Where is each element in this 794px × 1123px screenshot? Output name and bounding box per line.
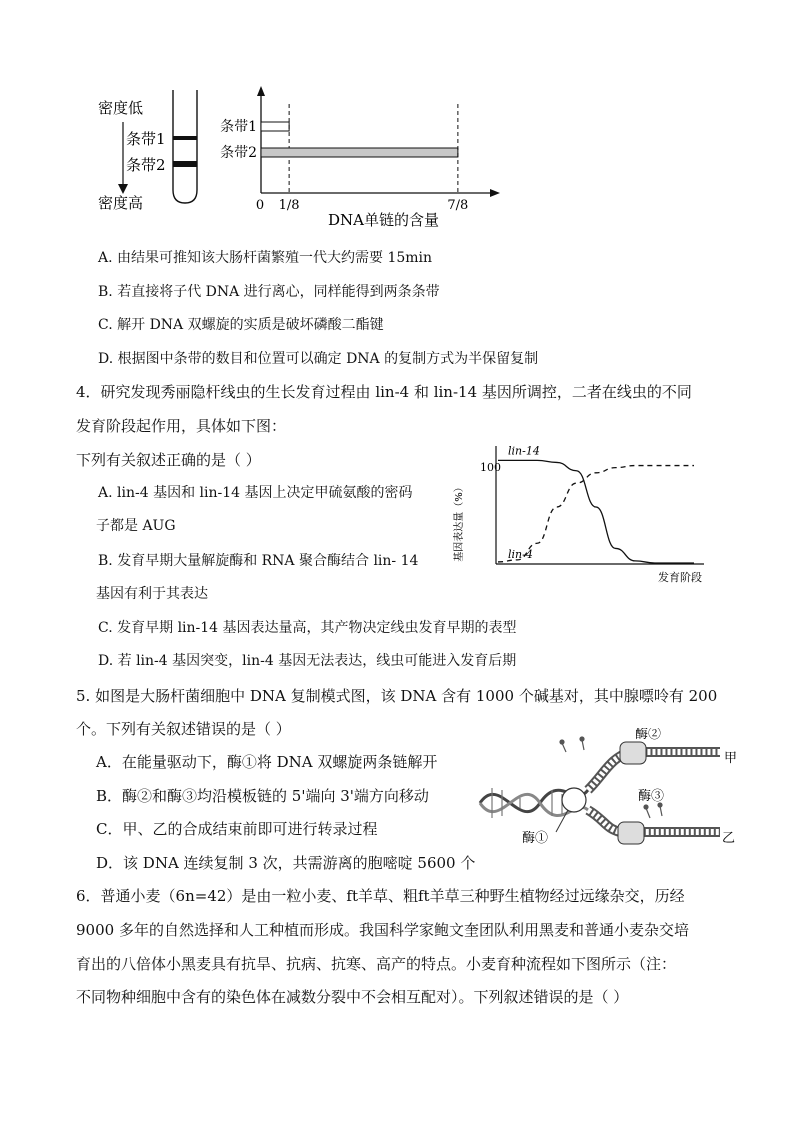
strand-jia-label: 甲 bbox=[724, 751, 738, 766]
band-bar-1 bbox=[261, 122, 289, 131]
q5-option-d: D．该 DNA 连续复制 3 次，共需游离的胞嘧啶 5600 个 bbox=[96, 854, 476, 872]
figure-dna-replication bbox=[470, 728, 740, 868]
band-chart bbox=[220, 86, 500, 229]
q3-option-b: B. 若直接将子代 DNA 进行离心，同样能得到两条条带 bbox=[98, 284, 440, 300]
q4-stem-1: 4．研究发现秀丽隐杆线虫的生长发育过程由 lin-4 和 lin-14 基因所调控，二者在线虫的不同 bbox=[76, 383, 692, 401]
gene-chart-ylabel: 基因表达量（%） bbox=[454, 482, 465, 562]
figure-dna-bands bbox=[70, 82, 590, 232]
q4-option-a-2: 子都是 AUG bbox=[96, 518, 176, 534]
tube-band2-label: 条带2 bbox=[126, 156, 166, 174]
q5-option-c: C．甲、乙的合成结束前即可进行转录过程 bbox=[96, 820, 378, 838]
q5-option-a: A．在能量驱动下，酶①将 DNA 双螺旋两条链解开 bbox=[96, 753, 438, 771]
q5-stem-2: 个。下列有关叙述错误的是（ ） bbox=[76, 720, 291, 738]
band-chart-category-1: 条带1 bbox=[220, 119, 257, 135]
band-chart-category-2: 条带2 bbox=[220, 145, 257, 161]
tube-band-2 bbox=[173, 161, 197, 167]
q4-option-b-2: 基因有利于其表达 bbox=[96, 586, 208, 602]
q6-line-3: 育出的八倍体小黑麦具有抗旱、抗病、抗寒、高产的特点。小麦育种流程如下图所示（注： bbox=[76, 955, 677, 973]
q3-option-c: C. 解开 DNA 双螺旋的实质是破坏磷酸二酯键 bbox=[98, 317, 384, 333]
tube-bottom-label: 密度高 bbox=[98, 194, 144, 212]
q6-line-4: 不同物种细胞中含有的染色体在减数分裂中不会相互配对）。下列叙述错误的是（ ） bbox=[76, 988, 629, 1006]
gene-series-label-lin-14: lin-14 bbox=[508, 444, 540, 458]
q3-option-a: A. 由结果可推知该大肠杆菌繁殖一代大约需要 15min bbox=[98, 250, 433, 266]
enzyme-1-label: 酶① bbox=[522, 831, 549, 846]
tube-top-label: 密度低 bbox=[98, 99, 144, 117]
q4-stem-2: 发育阶段起作用，具体如下图： bbox=[76, 417, 287, 435]
gene-chart-ytick: 100 bbox=[480, 461, 501, 474]
enzyme-3-label: 酶③ bbox=[638, 789, 665, 804]
q5-option-b: B．酶②和酶③均沿模板链的 5'端向 3'端方向移动 bbox=[96, 787, 429, 805]
q4-option-b-1: B. 发育早期大量解旋酶和 RNA 聚合酶结合 lin- 14 bbox=[98, 553, 419, 569]
q5-stem-1: 5. 如图是大肠杆菌细胞中 DNA 复制模式图，该 DNA 含有 1000 个碱基对，其中腺嘌呤有 200 bbox=[76, 687, 718, 705]
band-chart-tick-0: 0 bbox=[255, 198, 265, 213]
band-chart-xlabel: DNA单链的含量 bbox=[328, 211, 439, 229]
centrifuge-tube bbox=[173, 90, 197, 203]
gene-series-label-lin-4: lin-4 bbox=[508, 547, 533, 561]
enzyme-2-shape bbox=[620, 742, 646, 764]
enzyme-1-shape bbox=[562, 788, 586, 812]
enzyme-2-label: 酶② bbox=[635, 728, 662, 742]
band-chart-tick-1: 1/8 bbox=[278, 198, 300, 213]
strand-yi-label: 乙 bbox=[722, 831, 736, 846]
q4-option-c: C. 发育早期 lin-14 基因表达量高，其产物决定线虫发育早期的表型 bbox=[98, 620, 517, 636]
q6-line-1: 6．普通小麦（6n=42）是由一粒小麦、ft羊草、粗ft羊草三种野生植物经过远缘杂交，历经 bbox=[76, 887, 685, 905]
q3-option-d: D. 根据图中条带的数目和位置可以确定 DNA 的复制方式为半保留复制 bbox=[98, 351, 539, 367]
tube-band1-label: 条带1 bbox=[126, 130, 166, 148]
q4-option-a-1: A. lin-4 基因和 lin-14 基因上决定甲硫氨酸的密码 bbox=[98, 485, 413, 501]
tube-band-1 bbox=[173, 136, 197, 140]
enzyme-3-shape bbox=[618, 822, 644, 844]
gene-expression-chart bbox=[450, 436, 710, 596]
band-bar-2 bbox=[261, 148, 458, 157]
gene-chart-xlabel: 发育阶段 bbox=[658, 571, 702, 584]
q4-option-d: D. 若 lin-4 基因突变，lin-4 基因无法表达，线虫可能进入发育后期 bbox=[98, 653, 517, 669]
band-chart-tick-2: 7/8 bbox=[447, 198, 469, 213]
q4-stem-3: 下列有关叙述正确的是（ ） bbox=[76, 451, 261, 469]
q6-line-2: 9000 多年的自然选择和人工种植而形成。我国科学家鲍文奎团队利用黑麦和普通小麦杂交培 bbox=[76, 921, 689, 939]
